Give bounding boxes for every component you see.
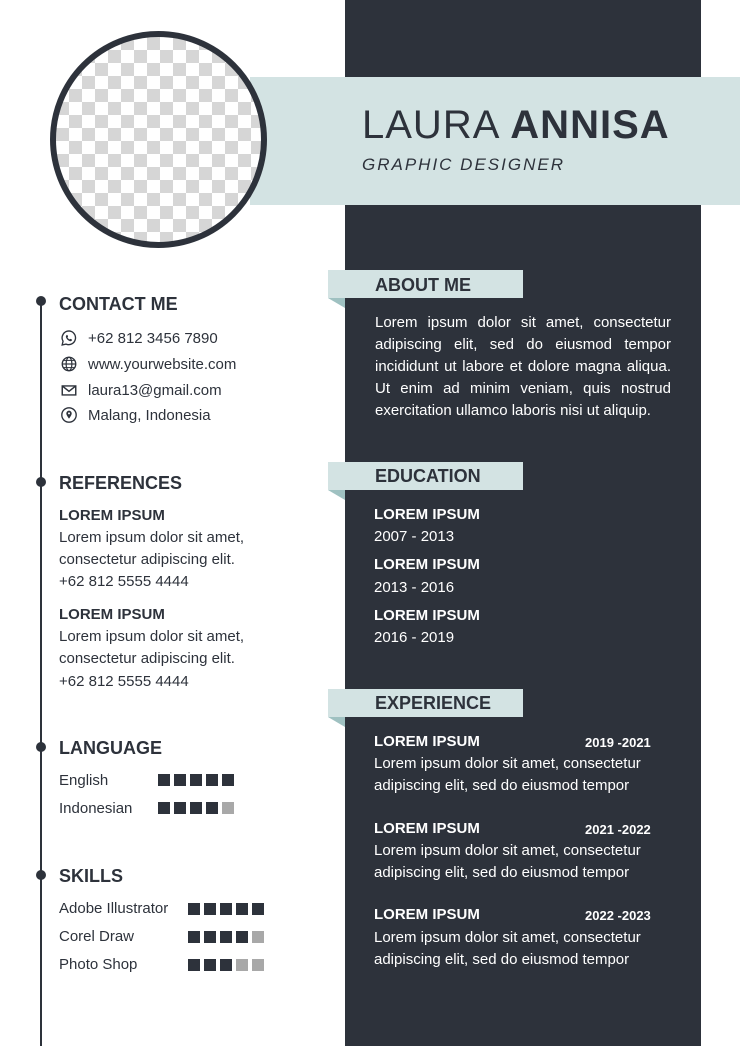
profile-photo-placeholder (50, 31, 267, 248)
language-level-indonesian (158, 802, 234, 814)
level-square-empty (236, 959, 248, 971)
level-square-filled (206, 802, 218, 814)
education-1-years: 2007 - 2013 (374, 528, 455, 545)
experience-3-line-2: adipiscing elit, sed do eiusmod tempor (374, 951, 630, 968)
level-square-filled (204, 903, 216, 915)
timeline-line (40, 300, 42, 1046)
about-text: Lorem ipsum dolor sit amet, consectetur adipiscing elit, sed do eiusmod tempor incididunt ut labore et dolore magna aliqua. Ut enim ad minim veniam, quis nostrud exercitation ullamco laboris nisi ut aliquip. (375, 314, 671, 419)
timeline-dot-references (36, 477, 46, 487)
reference-2-line-2: consectetur adipiscing elit. (59, 650, 235, 667)
skill-label-illustrator: Adobe Illustrator (59, 900, 169, 917)
level-square-filled (236, 931, 248, 943)
level-square-filled (158, 774, 170, 786)
reference-1-name: LOREM IPSUM (59, 507, 165, 524)
level-square-filled (220, 931, 232, 943)
language-level-english (158, 774, 234, 786)
reference-1-phone: +62 812 5555 4444 (59, 573, 189, 590)
education-1-title: LOREM IPSUM (374, 506, 480, 523)
experience-1-line-1: Lorem ipsum dolor sit amet, consectetur (374, 755, 641, 772)
reference-1-line-1: Lorem ipsum dolor sit amet, (59, 529, 245, 546)
level-square-filled (188, 959, 200, 971)
level-square-filled (174, 802, 186, 814)
reference-1-line-2: consectetur adipiscing elit. (59, 551, 235, 568)
experience-tab-fold (328, 717, 345, 727)
experience-heading: EXPERIENCE (375, 693, 492, 713)
phone-text: +62 812 3456 7890 (88, 329, 218, 347)
location-text: Malang, Indonesia (88, 406, 211, 424)
experience-2-title: LOREM IPSUM (374, 820, 480, 837)
education-3-years: 2016 - 2019 (374, 629, 455, 646)
globe-icon (59, 354, 79, 374)
level-square-filled (190, 774, 202, 786)
education-3-title: LOREM IPSUM (374, 607, 480, 624)
level-square-filled (222, 774, 234, 786)
level-square-filled (158, 802, 170, 814)
reference-2-name: LOREM IPSUM (59, 606, 165, 623)
language-label-english: English (59, 772, 109, 789)
skill-label-photoshop: Photo Shop (59, 956, 138, 973)
experience-1-title: LOREM IPSUM (374, 733, 480, 750)
contact-location (59, 405, 211, 425)
contact-heading: CONTACT ME (59, 294, 178, 314)
location-pin-icon (59, 405, 79, 425)
level-square-filled (252, 903, 264, 915)
level-square-filled (206, 774, 218, 786)
language-label-indonesian: Indonesian (59, 800, 133, 817)
timeline-dot-language (36, 742, 46, 752)
skill-level-illustrator (188, 903, 264, 915)
level-square-filled (188, 903, 200, 915)
level-square-filled (204, 931, 216, 943)
experience-3-title: LOREM IPSUM (374, 906, 480, 923)
experience-1-line-2: adipiscing elit, sed do eiusmod tempor (374, 777, 630, 794)
experience-2-line-1: Lorem ipsum dolor sit amet, consectetur (374, 842, 641, 859)
skills-heading: SKILLS (59, 866, 124, 886)
level-square-filled (188, 931, 200, 943)
experience-2-line-2: adipiscing elit, sed do eiusmod tempor (374, 864, 630, 881)
contact-website[interactable] (59, 354, 236, 374)
whatsapp-icon (59, 328, 79, 348)
contact-email[interactable] (59, 380, 222, 400)
website-text[interactable]: www.yourwebsite.com (88, 355, 237, 373)
experience-3-line-1: Lorem ipsum dolor sit amet, consectetur (374, 929, 641, 946)
level-square-filled (236, 903, 248, 915)
skill-level-coreldraw (188, 931, 264, 943)
full-name (362, 103, 670, 148)
level-square-filled (204, 959, 216, 971)
language-heading: LANGUAGE (59, 738, 162, 758)
email-text[interactable]: laura13@gmail.com (88, 381, 222, 399)
experience-3-years: 2022 -2023 (585, 908, 651, 923)
level-square-filled (220, 959, 232, 971)
experience-1-years: 2019 -2021 (585, 735, 651, 750)
last-name: ANNISA (510, 103, 670, 147)
references-heading: REFERENCES (59, 473, 183, 493)
timeline-dot-contact (36, 296, 46, 306)
skill-level-photoshop (188, 959, 264, 971)
about-tab-fold (328, 298, 345, 308)
first-name: LAURA (362, 103, 499, 147)
level-square-empty (252, 959, 264, 971)
reference-2-line-1: Lorem ipsum dolor sit amet, (59, 628, 245, 645)
level-square-empty (252, 931, 264, 943)
level-square-filled (174, 774, 186, 786)
reference-2-phone: +62 812 5555 4444 (59, 673, 189, 690)
timeline-dot-skills (36, 870, 46, 880)
education-heading: EDUCATION (375, 466, 481, 486)
skill-label-coreldraw: Corel Draw (59, 928, 135, 945)
level-square-filled (190, 802, 202, 814)
education-2-title: LOREM IPSUM (374, 556, 480, 573)
education-tab-fold (328, 490, 345, 500)
about-heading: ABOUT ME (375, 275, 471, 295)
level-square-filled (220, 903, 232, 915)
experience-2-years: 2021 -2022 (585, 822, 651, 837)
level-square-empty (222, 802, 234, 814)
job-title: GRAPHIC DESIGNER (362, 155, 565, 174)
mail-icon (59, 380, 79, 400)
education-2-years: 2013 - 2016 (374, 579, 455, 596)
contact-phone (59, 328, 218, 348)
